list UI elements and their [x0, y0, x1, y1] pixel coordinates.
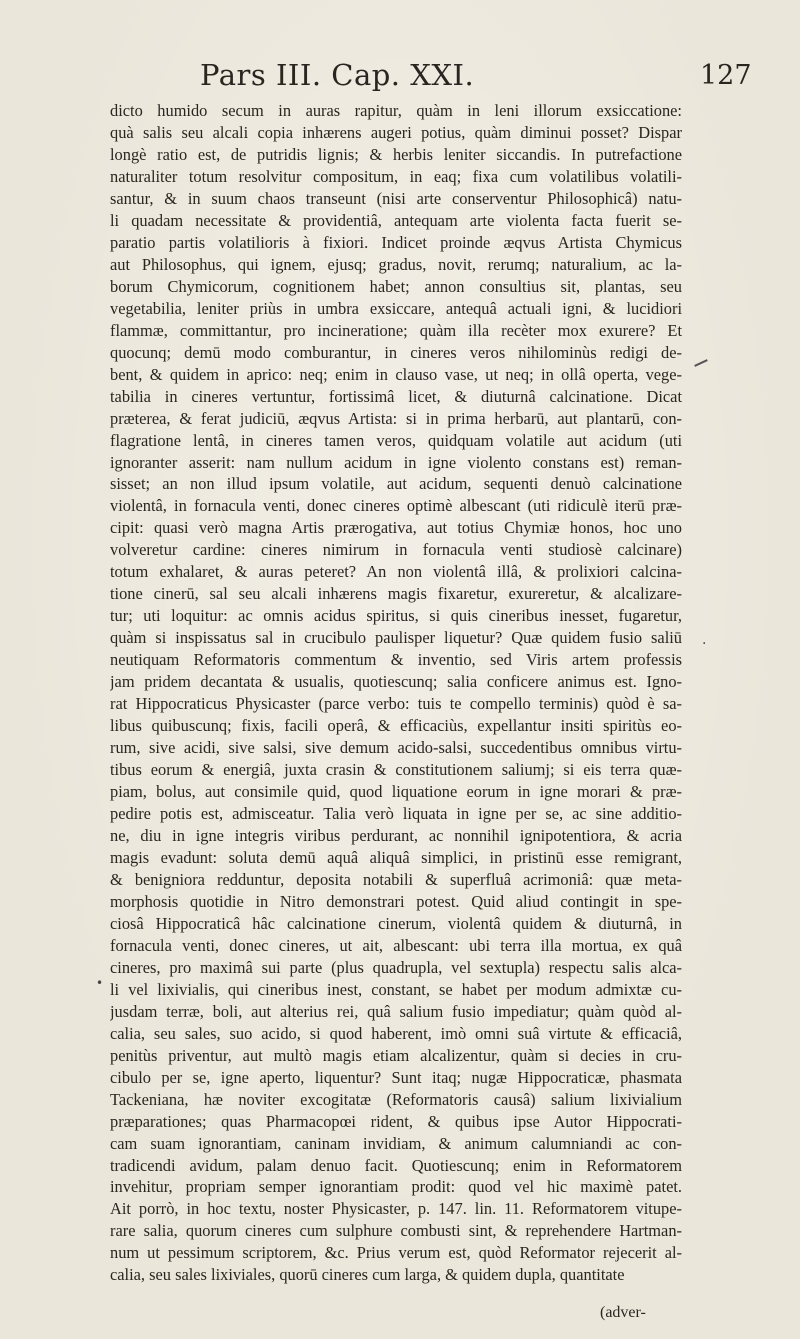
text-line: piam, bolus, aut consimile quid, quod liquatione eorum in igne morari & præ-: [110, 782, 682, 802]
running-head-title: Pars III. Cap. XXI.: [200, 58, 475, 92]
text-line: tur; uti loquitur: ac omnis acidus spiritus, si quis cineribus inesset, fugaretur,: [110, 606, 682, 626]
text-line: neutiquam Reformatoris commentum & inventio, sed Viris artem professis: [110, 650, 682, 670]
text-line: penitùs priventur, aut multò magis etiam alcalizentur, quàm si decies in cru-: [110, 1045, 682, 1065]
text-line: li vel lixivialis, qui cineribus inest, constant, se habet per modum admixtæ cu-: [110, 979, 682, 999]
margin-dot: .: [702, 632, 707, 648]
text-line: cineres, pro maximâ sui parte (plus quadrupla, vel sextupla) respectu salis alca-: [110, 957, 682, 977]
text-line: calia, seu sales, suo acido, si quod haberent, imò omni suâ virtute & efficaciâ,: [110, 1023, 682, 1043]
text-line: jam pridem decantata & usualis, quotiescunq; salia conficere animus est. Igno-: [110, 672, 682, 692]
text-line: volveretur cardine: cineres nimirum in fornacula venti studiosè calcinare): [110, 540, 682, 560]
margin-bullet: •: [96, 976, 104, 990]
text-line: paratio partis volatilioris à fixiori. Indicet proinde æqvus Artista Chymicus: [110, 232, 682, 252]
text-line: bent, & quidem in aprico: neq; enim in clauso vase, ut neq; in ollâ operta, vege-: [110, 364, 682, 384]
catchword: (adver-: [600, 1304, 646, 1321]
text-line: fornacula venti, donec cineres, ut ait, albescant: ubi terra illa mortua, ex quâ: [110, 935, 682, 955]
text-line: sisset; an non illud ipsum volatile, aut acidum, sequenti denuò calcinatione: [110, 474, 682, 494]
text-line: santur, & in suum chaos transeunt (nisi arte conserventur Philosophicâ) natu-: [110, 188, 682, 208]
text-line: quàm si inspissatus sal in crucibulo paulisper liquetur? Quæ quidem fusio saliū: [110, 628, 682, 648]
text-line: magis evadunt: soluta demū aquâ aliquâ simplici, in pristinū esse remigrant,: [110, 847, 682, 867]
text-line: præparationes; quas Pharmacopœi rident, & quibus ipse Autor Hippocrati-: [110, 1111, 682, 1131]
text-line: Ait porrò, in hoc textu, noster Physicaster, p. 147. lin. 11. Reformatorem vitupe-: [110, 1199, 682, 1219]
text-line: tione cinerū, sal seu alcali inhærens magis fixaretur, exureretur, & alcalizare-: [110, 584, 682, 604]
text-line: totum exhalaret, & auras peteret? An non violentâ illâ, & prolixiori calcina-: [110, 562, 682, 582]
text-line: jusdam terræ, boli, aut alterius rei, quâ salium fusio impediatur; quàm quòd al-: [110, 1001, 682, 1021]
text-line: aut Philosophus, qui ignem, ejusq; gradus, novit, rerumq; naturalium, ac la-: [110, 254, 682, 274]
text-line: ignoranter asserit: nam nullum acidum in igne violento constans est) reman-: [110, 452, 682, 472]
text-line: quà salis seu alcali copia inhærens augeri potius, quàm diminui posset? Dispar: [110, 122, 682, 142]
text-line: longè ratio est, de putridis lignis; & herbis leniter siccandis. In putrefactione: [110, 144, 682, 164]
text-line: borum Chymicorum, cognitionem habet; annon consultius sit, plantas, seu: [110, 276, 682, 296]
text-line: cipit: quasi verò magna Artis prærogativa, aut totius Chymiæ honos, hoc uno: [110, 518, 682, 538]
text-line: tibus eorum & energiâ, juxta crasin & constitutionem saliumj; si eis terra quæ-: [110, 760, 682, 780]
text-line: cam suam ignorantiam, caninam invidiam, & animum calumniandi ac con-: [110, 1133, 682, 1153]
text-line: num ut pessimum scriptorem, &c. Prius verum est, quòd Reformator rejecerit al-: [110, 1243, 682, 1263]
text-line: violentâ, in fornacula venti, donec cineres optimè albescant (uti ridiculè iterū præ-: [110, 496, 682, 516]
text-line: li quadam necessitate & providentiâ, antequam arte violenta facta fuerit se-: [110, 210, 682, 230]
text-line: flammæ, committantur, pro incineratione; quàm illa recèter mox exurere? Et: [110, 320, 682, 340]
text-line: dicto humido secum in auras rapitur, quàm in leni illorum exsiccatione:: [110, 101, 682, 120]
text-line: rat Hippocraticus Physicaster (parce verbo: tuis te compello terminis) quòd è sa-: [110, 694, 682, 714]
text-line: rum, sive acidi, sive salsi, sive demum acido-salsi, succedentibus omnibus virtu-: [110, 738, 682, 758]
text-line: rare salia, quorum cineres cum sulphure combusti sint, & reprehendere Hartman-: [110, 1221, 682, 1241]
page-number: 127: [700, 60, 752, 91]
text-line: tradicendi avidum, palam denuo facit. Quotiescunq; enim in Reformatorem: [110, 1155, 682, 1175]
text-line: vegetabilia, leniter priùs in umbra exsiccare, antequâ actuali igni, & lucidiori: [110, 298, 682, 318]
text-line: & benigniora redduntur, deposita notabili & superfluâ acrimoniâ: quæ meta-: [110, 869, 682, 889]
text-line: calia, seu sales lixiviales, quorū cineres cum larga, & quidem dupla, quantitate: [110, 1265, 625, 1285]
text-line: Tackeniana, hæ noviter excogitatæ (Reformatoris causâ) salium lixivialium: [110, 1089, 682, 1109]
text-line: pedire potis est, admisceatur. Talia verò liquata in igne per se, ac sine additio-: [110, 804, 682, 823]
text-line: morphosis quotidie in Nitro demonstrari potest. Quid aliud contingit in spe-: [110, 891, 682, 911]
text-line: tabilia in cineres vertuntur, fortissimâ licet, & diuturnâ calcinatione. Dicat: [110, 386, 682, 406]
text-line: naturaliter totum resolvitur compositum, in eaq; fixa cum volatilibus volatili-: [110, 166, 682, 186]
text-line: flagratione lentâ, in cineres tamen veros, quidquam volatile aut acidum (uti: [110, 430, 682, 450]
text-line: præterea, & ferat judiciū, æqvus Artista: si in prima herbarū, aut plantarū, con-: [110, 408, 682, 428]
body-text: [110, 100, 682, 1286]
margin-mark: [694, 359, 708, 367]
text-line: invehitur, propriam semper ignorantiam prodit: quod vel hic maximè patet.: [110, 1177, 682, 1197]
running-head: [0, 58, 800, 98]
text-line: quocunq; demū modo comburantur, in cineres veros nihilominùs redigi de-: [110, 342, 682, 362]
text-line: ne, diu in igne integris viribus perdurant, ac nonnihil ignipotentiora, & acria: [110, 825, 682, 845]
text-line: cibulo per se, igne aperto, liquentur? Sunt itaq; nugæ Hippocraticæ, phasmata: [110, 1067, 682, 1087]
text-line: libus quibuscunq; fixis, facili operâ, & efficaciùs, expellantur insiti spiritùs eo-: [110, 716, 682, 736]
text-line: ciosâ Hippocraticâ hâc calcinatione cinerum, violentâ quidem & diuturnâ, in: [110, 913, 682, 933]
